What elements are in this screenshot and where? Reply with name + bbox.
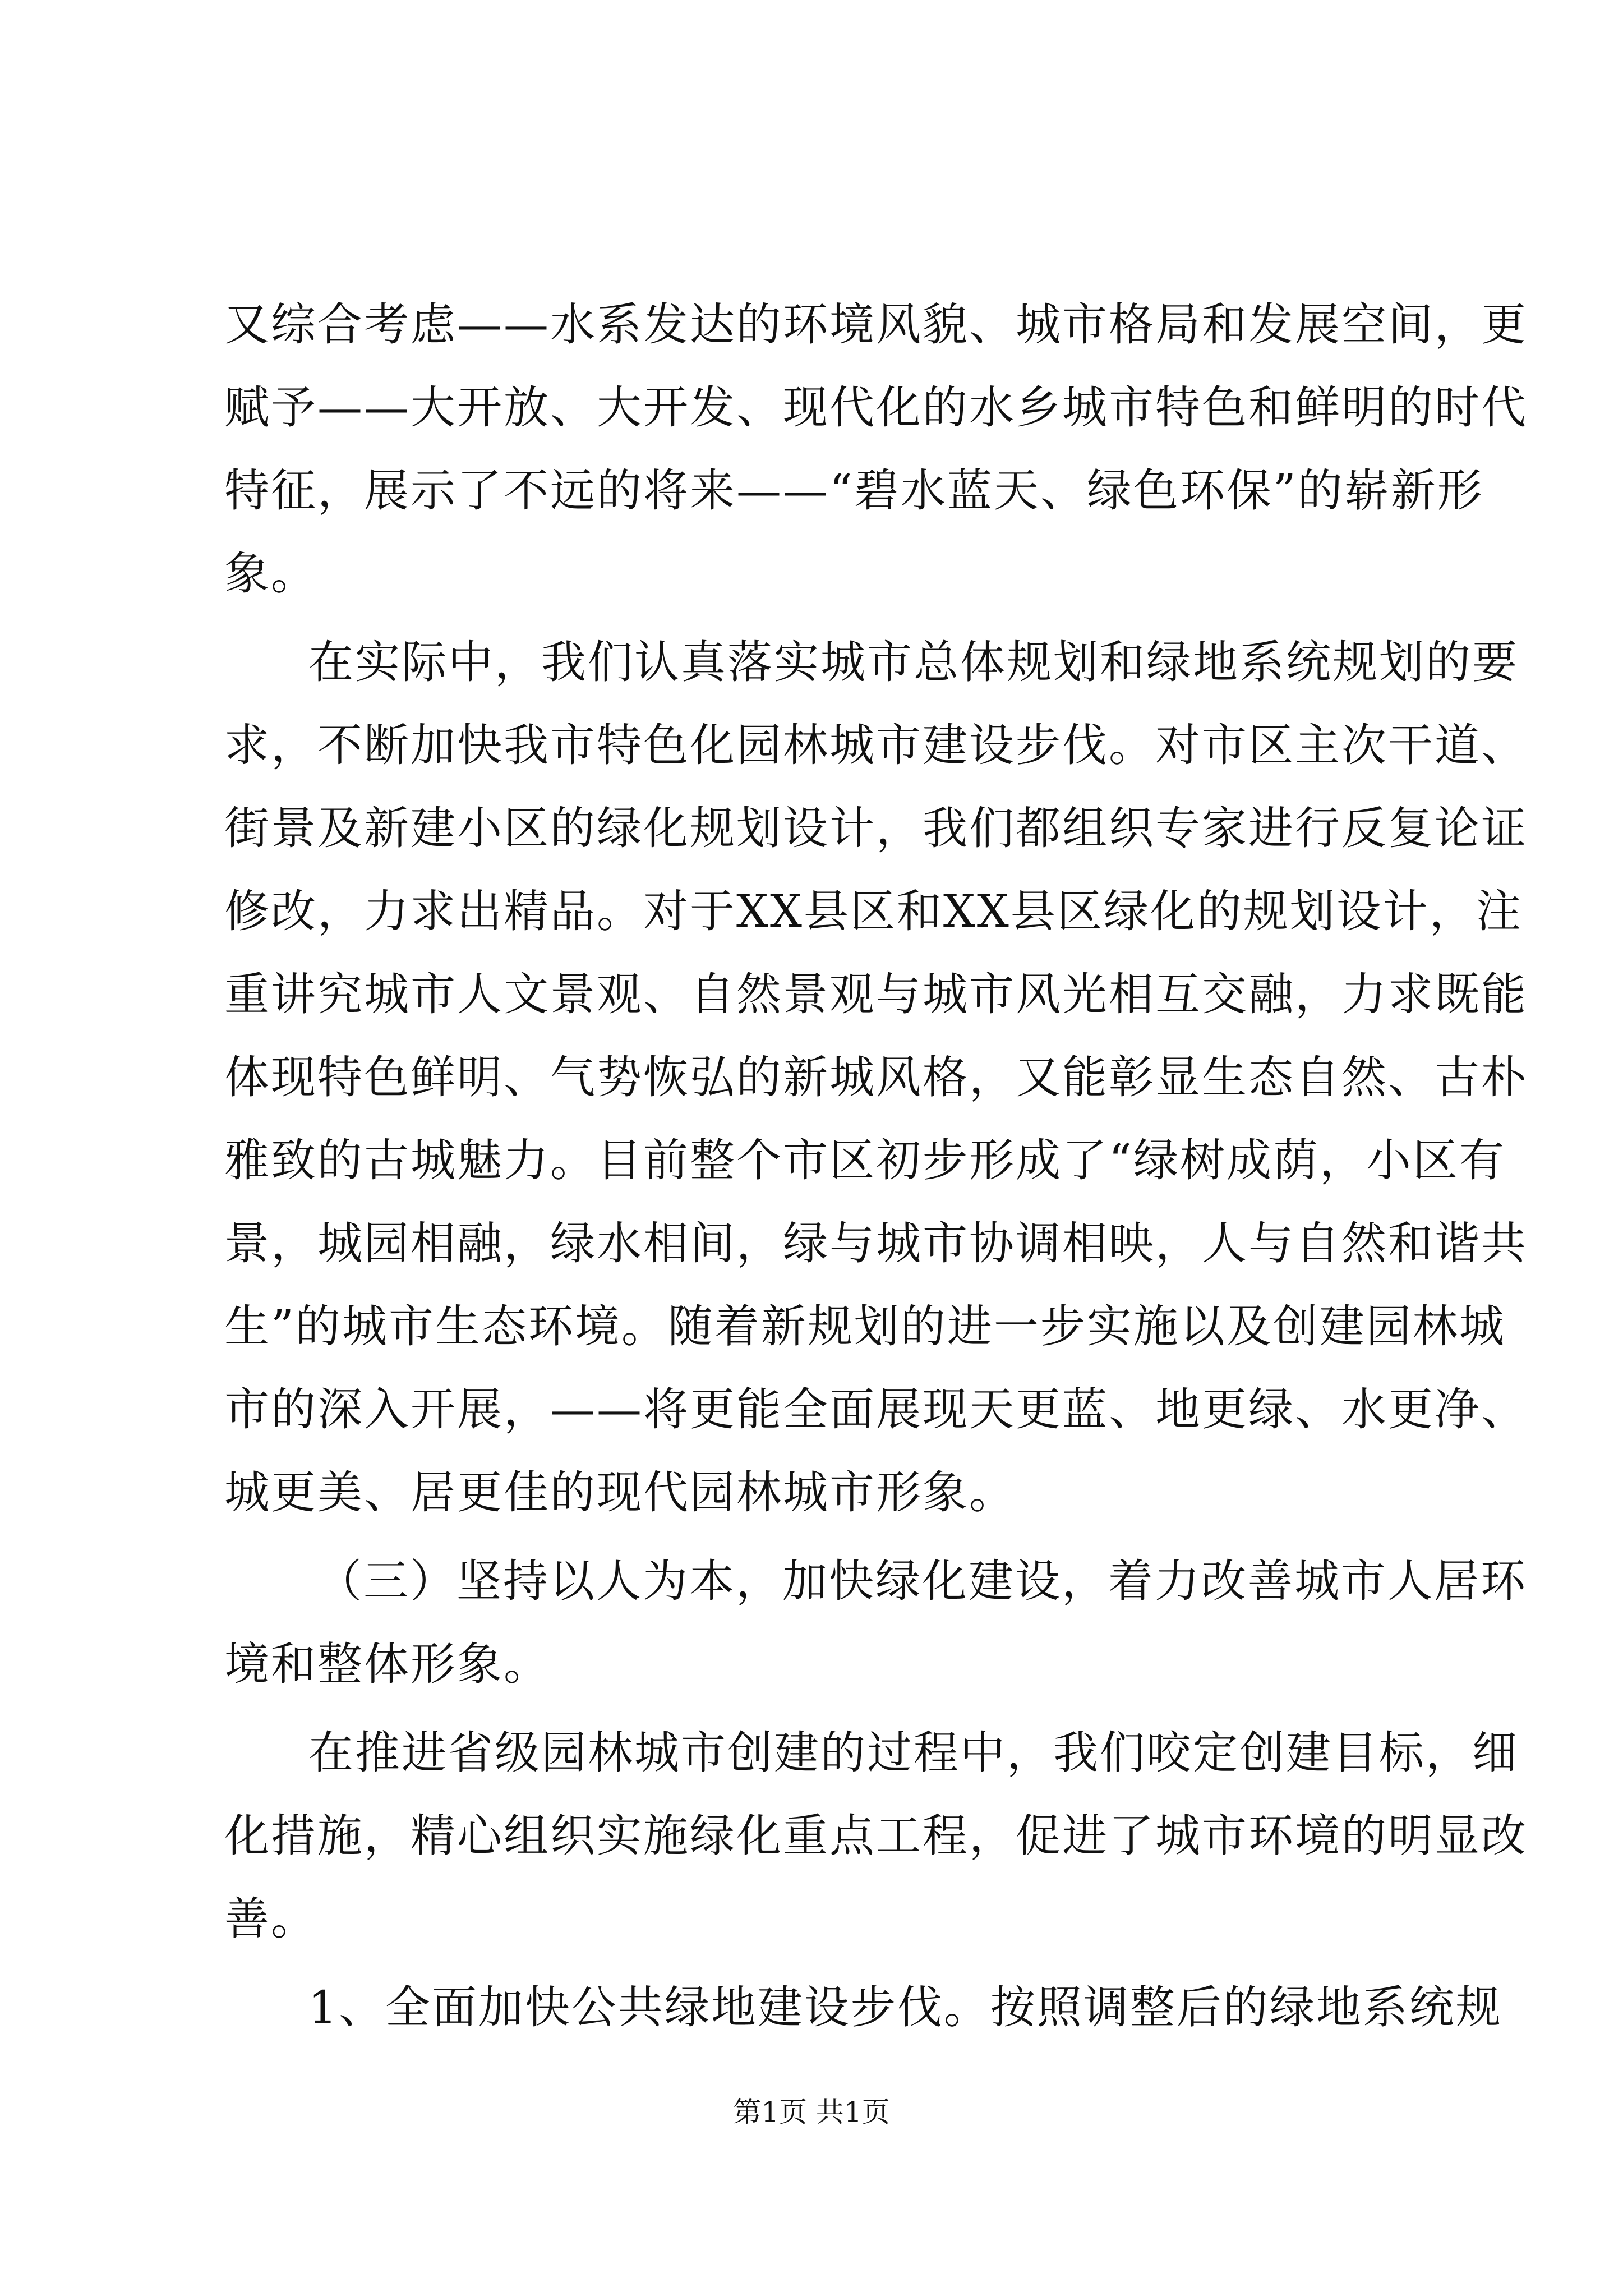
- paragraph-line: 修改，力求出精品。对于XX县区和XX县区绿化的规划设计，注: [224, 885, 1523, 937]
- paragraph-line: 街景及新建小区的绿化规划设计，我们都组织专家进行反复论证: [224, 802, 1528, 854]
- paragraph-line: 城更美、居更佳的现代园林城市形象。: [224, 1466, 1016, 1519]
- section-heading-line: （三）坚持以人为本，加快绿化建设，着力改善城市人居环: [317, 1555, 1527, 1607]
- paragraph-line: 象。: [224, 547, 317, 600]
- paragraph-line: 化措施，精心组织实施绿化重点工程，促进了城市环境的明显改: [224, 1810, 1528, 1862]
- paragraph-line: 1、全面加快公共绿地建设步伐。按照调整后的绿地系统规: [308, 1981, 1502, 2033]
- paragraph-line: 体现特色鲜明、气势恢弘的新城风格，又能彰显生态自然、古朴: [224, 1051, 1528, 1103]
- section-heading-line: 境和整体形象。: [224, 1638, 550, 1690]
- document-body: [224, 283, 1528, 2049]
- paragraph-line: 生”的城市生态环境。随着新规划的进一步实施以及创建园林城: [224, 1300, 1506, 1352]
- page-number-footer: 第1页 共1页: [733, 2096, 890, 2128]
- paragraph-line: 特征，展示了不远的将来——“碧水蓝天、绿色环保”的崭新形: [224, 464, 1484, 517]
- paragraph-line: 景，城园相融，绿水相间，绿与城市协调相映，人与自然和谐共: [224, 1217, 1528, 1269]
- paragraph-line: 又综合考虑——水系发达的环境风貌、城市格局和发展空间，更: [224, 298, 1528, 351]
- paragraph-line: 重讲究城市人文景观、自然景观与城市风光相互交融，力求既能: [224, 968, 1528, 1020]
- paragraph-line: 善。: [224, 1893, 317, 1945]
- paragraph-line: 在实际中，我们认真落实城市总体规划和绿地系统规划的要: [308, 636, 1519, 688]
- paragraph-line: 市的深入开展，——将更能全面展现天更蓝、地更绿、水更净、: [224, 1383, 1528, 1435]
- paragraph-line: 在推进省级园林城市创建的过程中，我们咬定创建目标，细: [308, 1727, 1519, 1779]
- paragraph-line: 求，不断加快我市特色化园林城市建设步伐。对市区主次干道、: [224, 719, 1528, 771]
- paragraph-line: 雅致的古城魅力。目前整个市区初步形成了“绿树成荫，小区有: [224, 1134, 1506, 1186]
- paragraph-line: 赋予——大开放、大开发、现代化的水乡城市特色和鲜明的时代: [224, 381, 1528, 434]
